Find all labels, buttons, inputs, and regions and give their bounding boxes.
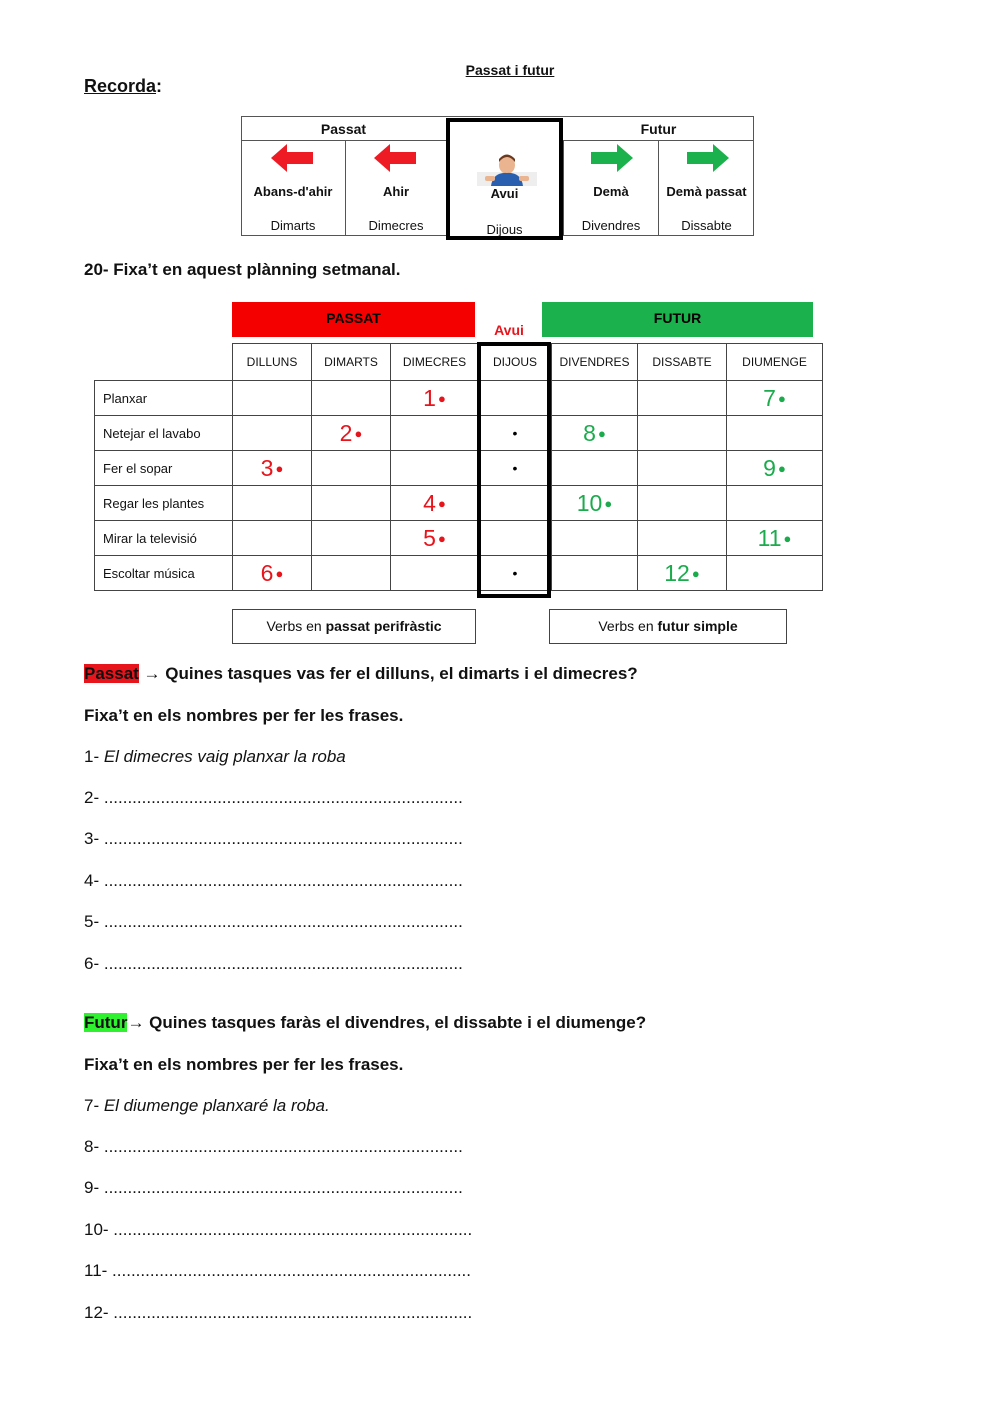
task-number — [233, 560, 311, 587]
futur-question-text: Quines tasques faràs el divendres, el dissabte i el diumenge? — [149, 1013, 647, 1032]
plan-cell — [638, 521, 727, 556]
answer-line[interactable] — [84, 1137, 463, 1157]
day-header: DIJOUS — [479, 344, 552, 381]
passat-question-text: Quines tasques vas fer el dilluns, el dimarts i el dimecres? — [165, 664, 638, 683]
verbs-passat-box — [232, 609, 476, 644]
dot-icon: ● — [691, 565, 700, 581]
example-sentence: El dimecres vaig planxar la roba — [103, 747, 346, 766]
arrow-left-red-icon — [374, 144, 418, 172]
question-20: 20- Fixa’t en aquest plànning setmanal. — [84, 260, 401, 279]
table-row — [95, 521, 823, 556]
answer-line[interactable] — [84, 1261, 471, 1281]
day-header: DIUMENGE — [727, 344, 823, 381]
dotted-blank[interactable]: ............................................................................ — [103, 912, 463, 932]
plan-cell — [391, 556, 479, 591]
answer-line[interactable] — [84, 788, 463, 808]
plan-cell — [727, 381, 823, 416]
plan-cell — [233, 381, 312, 416]
task-name: Escoltar música — [95, 556, 233, 591]
plan-cell — [727, 451, 823, 486]
table-row — [95, 451, 823, 486]
dotted-blank[interactable]: ............................................................................ — [103, 1178, 463, 1198]
task-name: Fer el sopar — [95, 451, 233, 486]
dotted-blank[interactable]: ............................................................................ — [103, 829, 463, 849]
arrow-left-red-icon — [271, 144, 315, 172]
day-header: DISSABTE — [638, 344, 727, 381]
answer-number: 12- — [84, 1302, 114, 1322]
task-number — [638, 560, 726, 587]
timeline-cell-dema-passat — [658, 140, 754, 236]
arrow-icon: → — [138, 664, 166, 683]
timeline-label: Abans-d'ahir — [253, 184, 333, 199]
boy-icon — [477, 152, 537, 186]
task-name: Regar les plantes — [95, 486, 233, 521]
plan-cell — [233, 451, 312, 486]
timeline-day: Dimarts — [270, 218, 316, 233]
today-column-frame — [477, 342, 551, 598]
timeline-cell-dema — [563, 140, 658, 236]
answer-line[interactable] — [84, 1178, 463, 1198]
plan-cell — [312, 451, 391, 486]
plan-cell — [552, 416, 638, 451]
task-number — [552, 490, 637, 517]
answer-number: 8- — [84, 1137, 104, 1156]
timeline-day: Dissabte — [681, 218, 732, 233]
task-number — [391, 490, 478, 517]
plan-cell — [727, 556, 823, 591]
timeline-day: Divendres — [581, 218, 641, 233]
timeline-label: Demà passat — [666, 184, 747, 199]
timeline-cell-avui — [446, 118, 563, 240]
futur-banner: FUTUR — [542, 302, 813, 337]
dot-icon: ● — [783, 530, 792, 546]
answer-line[interactable] — [84, 871, 463, 891]
verbs-passat-bold: passat perifràstic — [325, 618, 442, 634]
task-number-value: 7 — [763, 384, 776, 411]
plan-cell — [727, 521, 823, 556]
example-number: 1- — [84, 747, 104, 766]
plan-cell — [638, 416, 727, 451]
table-row — [95, 556, 823, 591]
answer-number: 5- — [84, 912, 104, 932]
plan-cell — [727, 486, 823, 521]
dotted-blank[interactable]: ............................................................................ — [103, 1137, 463, 1156]
task-number — [391, 525, 478, 552]
answer-number: 2- — [84, 788, 104, 807]
task-number — [233, 455, 311, 482]
passat-banner: PASSAT — [232, 302, 475, 337]
day-header: DILLUNS — [233, 344, 312, 381]
answer-number: 11- — [84, 1261, 113, 1281]
dot-icon: ● — [597, 425, 606, 441]
plan-cell — [638, 486, 727, 521]
document-title: Passat i futur — [465, 62, 555, 78]
task-number-value: 6 — [260, 559, 274, 586]
timeline-future-header: Futur — [640, 121, 677, 137]
corner-blank — [95, 344, 233, 381]
verbs-futur-prefix: Verbs en — [598, 618, 658, 634]
task-name: Netejar el lavabo — [95, 416, 233, 451]
passat-question — [84, 664, 638, 684]
plan-cell — [391, 451, 479, 486]
passat-instruction: Fixa’t en els nombres per fer les frases. — [84, 706, 404, 725]
dot-icon: ● — [437, 495, 446, 511]
plan-cell — [233, 416, 312, 451]
answer-line[interactable] — [84, 1220, 472, 1240]
recorda-colon: : — [156, 76, 163, 96]
task-number-value: 10 — [576, 489, 603, 516]
dotted-blank[interactable]: ............................................................................ — [113, 1302, 473, 1322]
arrow-right-green-icon — [589, 144, 633, 172]
task-number-value: 9 — [763, 454, 776, 481]
timeline-day: Dijous — [486, 222, 523, 237]
dot-icon: ● — [275, 460, 284, 476]
plan-cell — [391, 521, 479, 556]
task-number — [727, 455, 822, 482]
plan-cell — [391, 381, 479, 416]
weekly-planning-table — [94, 343, 823, 591]
task-number-value: 11 — [757, 524, 782, 551]
futur-example — [84, 1096, 330, 1116]
timeline-past-header: Passat — [320, 121, 367, 137]
answer-number: 6- — [84, 953, 104, 973]
timeline-day: Dimecres — [368, 218, 424, 233]
dotted-blank[interactable]: ............................................................................ — [103, 870, 463, 890]
plan-cell — [312, 416, 391, 451]
passat-tag: Passat — [84, 664, 139, 683]
avui-label: Avui — [494, 322, 524, 338]
answer-line[interactable] — [84, 829, 463, 849]
plan-cell — [552, 556, 638, 591]
day-header: DIMARTS — [312, 344, 391, 381]
today-dot: • — [512, 460, 518, 476]
timeline-label: Demà — [593, 184, 629, 199]
plan-cell — [312, 556, 391, 591]
plan-cell — [552, 381, 638, 416]
task-number-value: 8 — [583, 419, 596, 446]
futur-instruction: Fixa’t en els nombres per fer les frases. — [84, 1055, 404, 1074]
task-number-value: 4 — [423, 489, 436, 516]
plan-cell — [233, 521, 312, 556]
today-dot: • — [512, 565, 518, 581]
dot-icon: ● — [777, 390, 786, 406]
answer-line[interactable] — [84, 1303, 472, 1323]
task-number-value: 12 — [664, 559, 690, 586]
table-row — [95, 486, 823, 521]
dot-icon: ● — [354, 425, 363, 441]
dot-icon: ● — [604, 495, 613, 511]
passat-example — [84, 747, 346, 767]
today-dot: • — [512, 425, 518, 441]
plan-cell — [638, 381, 727, 416]
timeline-label: Avui — [490, 186, 519, 201]
dot-icon: ● — [437, 530, 446, 546]
futur-tag: Futur — [84, 1013, 128, 1032]
recorda-label: Recorda — [84, 76, 157, 96]
day-header: DIVENDRES — [552, 344, 638, 381]
task-number — [391, 385, 478, 412]
dotted-blank[interactable]: ............................................................................ — [103, 953, 463, 973]
arrow-right-green-icon — [685, 144, 729, 172]
task-number — [727, 385, 822, 412]
dot-icon: ● — [437, 390, 446, 406]
dotted-blank[interactable]: ............................................................................ — [103, 788, 463, 807]
task-number-value: 1 — [423, 384, 436, 411]
plan-cell — [312, 521, 391, 556]
answer-number: 9- — [84, 1178, 104, 1198]
plan-cell — [638, 556, 727, 591]
task-number — [552, 420, 637, 447]
dotted-blank[interactable]: ............................................................................ — [112, 1261, 472, 1281]
plan-cell — [638, 451, 727, 486]
table-row — [95, 381, 823, 416]
answer-number: 4- — [84, 870, 104, 890]
arrow-icon: → — [127, 1013, 150, 1032]
plan-cell — [391, 486, 479, 521]
timeline-table — [241, 116, 754, 236]
plan-cell — [312, 486, 391, 521]
plan-cell — [312, 381, 391, 416]
plan-cell — [233, 556, 312, 591]
timeline-label: Ahir — [383, 184, 409, 199]
verbs-futur-box — [549, 609, 787, 644]
plan-cell — [233, 486, 312, 521]
task-number — [727, 525, 822, 552]
recorda-heading — [84, 76, 162, 97]
example-number: 7- — [84, 1096, 104, 1115]
dotted-blank[interactable]: ............................................................................ — [113, 1219, 473, 1239]
dot-icon: ● — [275, 565, 284, 581]
task-number — [312, 420, 390, 447]
table-row — [95, 416, 823, 451]
verbs-futur-bold: futur simple — [657, 618, 738, 634]
verbs-passat-prefix: Verbs en — [266, 618, 326, 634]
answer-line[interactable] — [84, 954, 463, 974]
task-number-value: 3 — [260, 454, 274, 481]
example-sentence: El diumenge planxaré la roba. — [103, 1096, 330, 1115]
futur-question — [84, 1013, 646, 1033]
day-header: DIMECRES — [391, 344, 479, 381]
dot-icon: ● — [777, 460, 786, 476]
plan-cell — [552, 451, 638, 486]
plan-cell — [552, 521, 638, 556]
timeline-cell-ahir — [345, 140, 446, 236]
answer-number: 3- — [84, 829, 104, 849]
answer-number: 10- — [84, 1219, 114, 1239]
plan-cell — [727, 416, 823, 451]
timeline-cell-abans-dahir — [241, 140, 345, 236]
task-name: Mirar la televisió — [95, 521, 233, 556]
task-number-value: 2 — [339, 419, 353, 446]
answer-line[interactable] — [84, 912, 463, 932]
task-name: Planxar — [95, 381, 233, 416]
plan-cell — [552, 486, 638, 521]
task-number-value: 5 — [423, 524, 436, 551]
plan-cell — [391, 416, 479, 451]
